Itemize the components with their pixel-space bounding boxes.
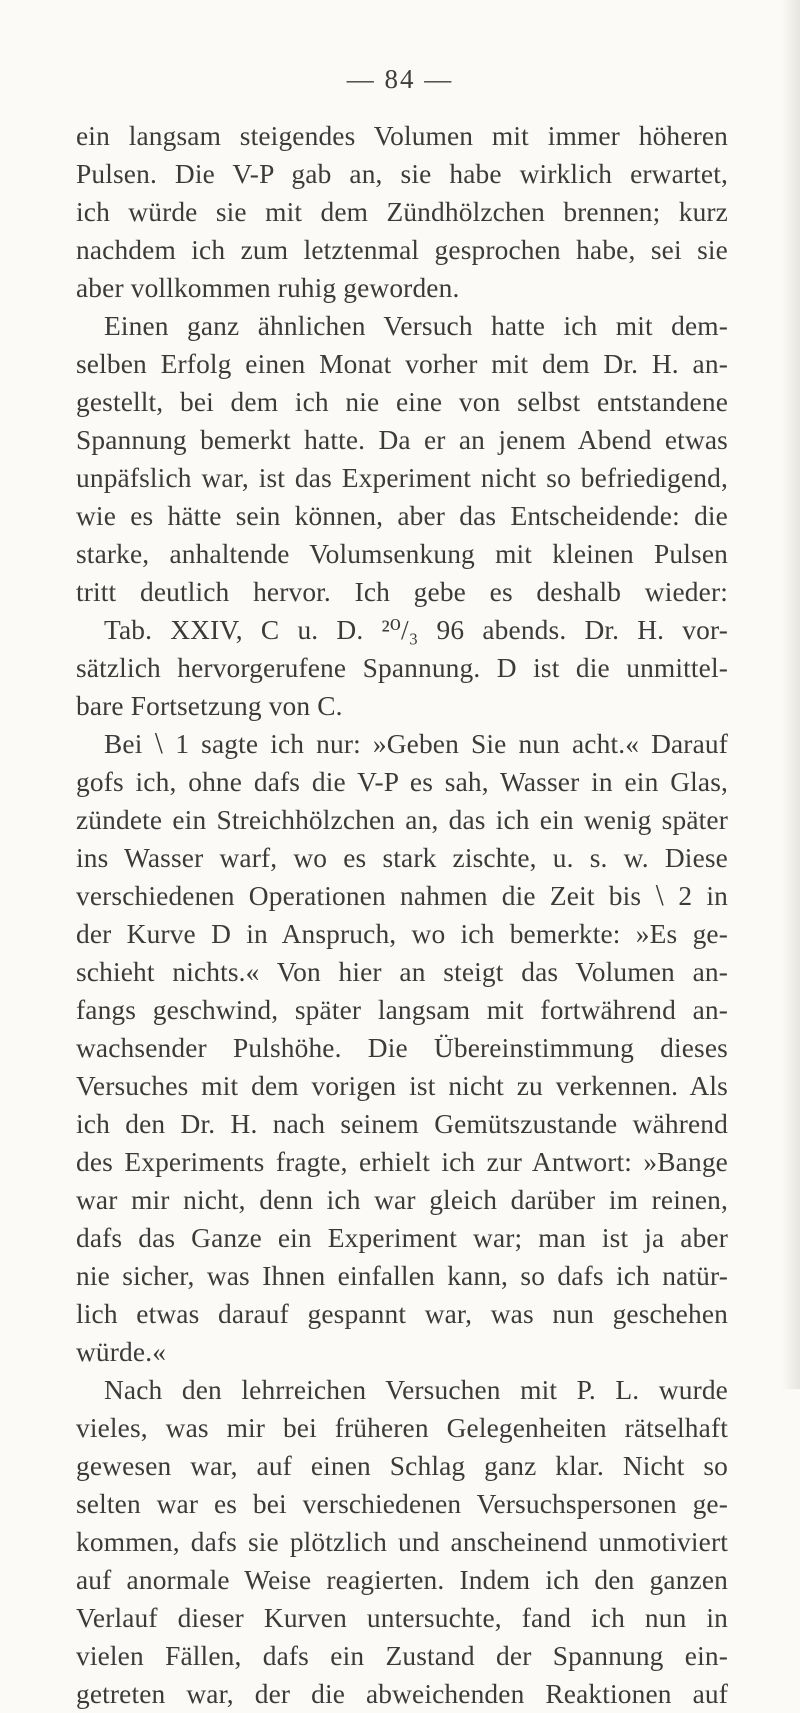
- body-text: [76, 117, 728, 1713]
- paragraph-start-line: Nach den lehrreichen Versuchen mit P. L. wurde: [104, 1375, 728, 1405]
- text-line: ich würde sie mit dem Zündhölzchen brennen; kurz: [76, 197, 728, 227]
- text-line: sätzlich hervorgerufene Spannung. D ist die unmittel-: [76, 653, 728, 683]
- text-line: des Experiments fragte, erhielt ich zur Antwort: »Bange: [76, 1147, 728, 1177]
- text-line: zündete ein Streichhölzchen an, das ich ein wenig später: [76, 805, 728, 835]
- text-line: nie sicher, was Ihnen einfallen kann, so dafs ich natür-: [76, 1261, 728, 1291]
- paragraph-start-line: Einen ganz ähnlichen Versuch hatte ich mit dem-: [104, 311, 728, 341]
- text-line: wie es hätte sein können, aber das Entscheidende: die: [76, 501, 728, 531]
- text-line: starke, anhaltende Volumsenkung mit kleinen Pulsen: [76, 539, 728, 569]
- text-line: ich den Dr. H. nach seinem Gemütszustande während: [76, 1109, 728, 1139]
- text-line: tritt deutlich hervor. Ich gebe es deshalb wieder:: [76, 577, 728, 607]
- text-line: vielen Fällen, dafs ein Zustand der Spannung ein-: [76, 1641, 728, 1671]
- text-line: lich etwas darauf gespannt war, was nun geschehen: [76, 1299, 728, 1329]
- text-line: Spannung bemerkt hatte. Da er an jenem Abend etwas: [76, 425, 728, 455]
- text-line: Verlauf dieser Kurven untersuchte, fand ich nun in: [76, 1603, 728, 1633]
- text-line: wachsender Pulshöhe. Die Übereinstimmung dieses: [76, 1033, 728, 1063]
- text-line: nachdem ich zum letztenmal gesprochen habe, sei sie: [76, 235, 728, 265]
- text-line: würde.«: [76, 1337, 167, 1367]
- text-line: der Kurve D in Anspruch, wo ich bemerkte: »Es ge-: [76, 919, 728, 949]
- text-line: gofs ich, ohne dafs die V-P es sah, Wasser in ein Glas,: [76, 767, 728, 797]
- text-line: selten war es bei verschiedenen Versuchspersonen ge-: [76, 1489, 728, 1519]
- text-line: kommen, dafs sie plötzlich und anscheinend unmotiviert: [76, 1527, 728, 1557]
- text-line: auf anormale Weise reagierten. Indem ich den ganzen: [76, 1565, 728, 1595]
- text-line: ein langsam steigendes Volumen mit immer höheren: [76, 121, 728, 151]
- text-line: dafs das Ganze ein Experiment war; man ist ja aber: [76, 1223, 728, 1253]
- text-line: gestellt, bei dem ich nie eine von selbst entstandene: [76, 387, 728, 417]
- text-line: Pulsen. Die V-P gab an, sie habe wirklich erwartet,: [76, 159, 728, 189]
- text-line: getreten war, der die abweichenden Reaktionen auf: [76, 1679, 728, 1709]
- text-line: verschiedenen Operationen nahmen die Zeit bis ⧵ 2 in: [76, 881, 728, 911]
- text-line: unpäfslich war, ist das Experiment nicht so befriedigend,: [76, 463, 728, 493]
- text-line: vieles, was mir bei früheren Gelegenheiten rätselhaft: [76, 1413, 728, 1443]
- text-line: schieht nichts.« Von hier an steigt das Volumen an-: [76, 957, 728, 987]
- page-edge-shadow: [782, 0, 800, 1389]
- text-line: war mir nicht, denn ich war gleich darüber im reinen,: [76, 1185, 728, 1215]
- text-line: selben Erfolg einen Monat vorher mit dem Dr. H. an-: [76, 349, 728, 379]
- page-number: — 84 —: [346, 64, 454, 94]
- text-line: Versuches mit dem vorigen ist nicht zu verkennen. Als: [76, 1071, 728, 1101]
- text-line: ins Wasser warf, wo es stark zischte, u. s. w. Diese: [76, 843, 728, 873]
- paragraph-start-line: Bei ⧵ 1 sagte ich nur: »Geben Sie nun acht.« Darauf: [104, 729, 728, 759]
- text-line: fangs geschwind, später langsam mit fortwährend an-: [76, 995, 728, 1025]
- text-line: bare Fortsetzung von C.: [76, 691, 343, 721]
- text-line: gewesen war, auf einen Schlag ganz klar. Nicht so: [76, 1451, 728, 1481]
- table-reference-line: Tab. XXIV, C u. D. ²⁰/₃ 96 abends. Dr. H. vor-: [104, 615, 728, 645]
- text-line: aber vollkommen ruhig geworden.: [76, 273, 460, 303]
